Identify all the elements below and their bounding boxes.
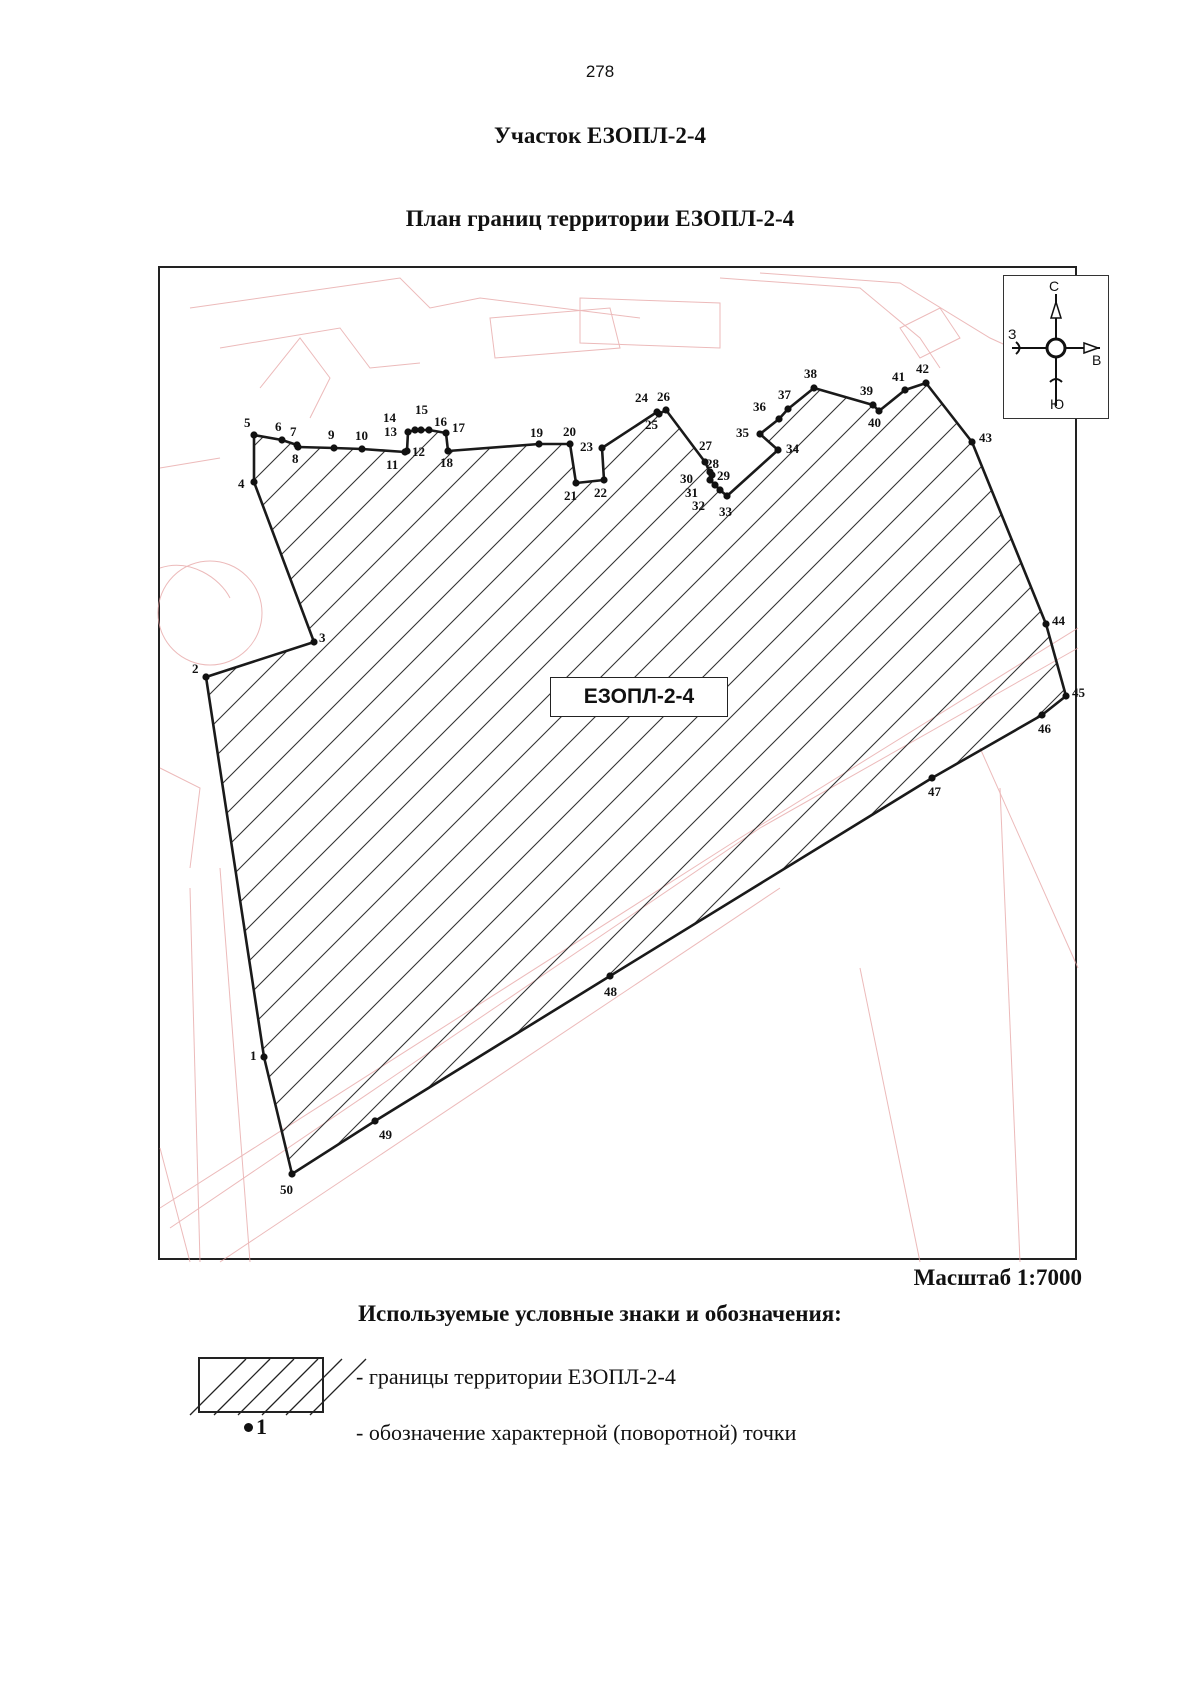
- boundary-point-2: [202, 673, 209, 680]
- boundary-point-43: [968, 438, 975, 445]
- map-frame: [158, 266, 1085, 1260]
- legend-title: Используемые условные знаки и обозначения:: [358, 1301, 842, 1326]
- boundary-point-label-6: 6: [275, 419, 282, 434]
- boundary-point-9: [330, 444, 337, 451]
- boundary-point-3: [310, 638, 317, 645]
- boundary-point-label-44: 44: [1052, 613, 1065, 628]
- boundary-point-label-3: 3: [319, 630, 326, 645]
- compass-west-label: З: [1008, 326, 1017, 342]
- boundary-point-label-2: 2: [192, 661, 199, 676]
- boundary-point-label-16: 16: [434, 414, 447, 429]
- boundary-point-label-17: 17: [452, 420, 465, 435]
- boundary-point-label-31: 31: [685, 485, 698, 500]
- boundary-point-45: [1062, 692, 1069, 699]
- boundary-point-21: [572, 479, 579, 486]
- boundary-point-26: [662, 406, 669, 413]
- boundary-point-label-36: 36: [753, 399, 766, 414]
- boundary-point-label-21: 21: [564, 488, 577, 503]
- boundary-point-label-7: 7: [290, 424, 297, 439]
- boundary-point-label-39: 39: [860, 383, 873, 398]
- boundary-point-41: [901, 386, 908, 393]
- boundary-point-label-50: 50: [280, 1182, 293, 1197]
- boundary-point-label-45: 45: [1072, 685, 1085, 700]
- boundary-point-50: [288, 1170, 295, 1177]
- boundary-point-label-11: 11: [386, 457, 399, 472]
- boundary-point-4: [250, 478, 257, 485]
- boundary-point-label-14: 14: [383, 410, 396, 425]
- boundary-point-label-4: 4: [238, 476, 245, 491]
- boundary-point-label-48: 48: [604, 984, 617, 999]
- hatched-area-icon: [198, 1357, 324, 1413]
- boundary-point-label-25: 25: [645, 417, 658, 432]
- boundary-point-label-10: 10: [355, 428, 368, 443]
- compass-rose: [1003, 275, 1109, 419]
- legend-item-area: - границы территории ЕЗОПЛ-2-4: [356, 1364, 676, 1389]
- boundary-point-38: [810, 384, 817, 391]
- boundary-point-label-33: 33: [719, 504, 732, 519]
- boundary-point-label-46: 46: [1038, 721, 1051, 736]
- boundary-point-label-9: 9: [328, 427, 335, 442]
- boundary-point-label-30: 30: [680, 471, 693, 486]
- boundary-point-label-13: 13: [384, 424, 397, 439]
- boundary-point-16: [425, 426, 432, 433]
- boundary-point-label-20: 20: [563, 424, 576, 439]
- page-title: Участок ЕЗОПЛ-2-4: [493, 123, 707, 148]
- boundary-point-13: [404, 428, 411, 435]
- boundary-point-39: [869, 401, 876, 408]
- boundary-point-label-12: 12: [412, 444, 425, 459]
- boundary-point-label-35: 35: [736, 425, 749, 440]
- boundary-point-10: [358, 445, 365, 452]
- compass-south-label: Ю: [1050, 396, 1065, 412]
- boundary-point-label-19: 19: [530, 425, 543, 440]
- boundary-point-36: [775, 415, 782, 422]
- boundary-point-label-29: 29: [717, 468, 730, 483]
- boundary-point-label-27: 27: [699, 438, 712, 453]
- boundary-point-48: [606, 972, 613, 979]
- legend-point-sample: 1: [256, 1414, 267, 1439]
- boundary-point-37: [784, 405, 791, 412]
- boundary-point-6: [278, 436, 285, 443]
- legend-item-point: - обозначение характерной (поворотной) точки: [356, 1420, 797, 1445]
- boundary-point-49: [371, 1117, 378, 1124]
- boundary-point-12: [403, 447, 410, 454]
- boundary-point-46: [1038, 711, 1045, 718]
- boundary-point-20: [566, 440, 573, 447]
- boundary-point-23: [598, 444, 605, 451]
- compass-east-label: В: [1092, 352, 1102, 368]
- boundary-point-42: [922, 379, 929, 386]
- boundary-point-label-22: 22: [594, 485, 607, 500]
- boundary-point-label-15: 15: [415, 402, 428, 417]
- area-label: ЕЗОПЛ-2-4: [550, 677, 728, 717]
- boundary-point-32: [716, 486, 723, 493]
- boundary-point-label-41: 41: [892, 369, 905, 384]
- boundary-point-label-24: 24: [635, 390, 648, 405]
- boundary-point-1: [260, 1053, 267, 1060]
- boundary-point-label-18: 18: [440, 455, 453, 470]
- boundary-point-22: [600, 476, 607, 483]
- boundary-point-label-8: 8: [292, 451, 299, 466]
- boundary-point-label-38: 38: [804, 366, 817, 381]
- boundary-point-label-26: 26: [657, 389, 670, 404]
- boundary-point-19: [535, 440, 542, 447]
- boundary-point-44: [1042, 620, 1049, 627]
- boundary-point-15: [417, 426, 424, 433]
- boundary-point-33: [723, 492, 730, 499]
- territory-hatch: [206, 383, 1066, 1174]
- page-number: 278: [585, 62, 615, 81]
- boundary-point-5: [250, 431, 257, 438]
- boundary-point-17: [442, 429, 449, 436]
- map-subtitle: План границ территории ЕЗОПЛ-2-4: [405, 206, 795, 231]
- boundary-point-18: [444, 447, 451, 454]
- boundary-point-label-49: 49: [379, 1127, 392, 1142]
- scale-label: Масштаб 1:7000: [913, 1265, 1082, 1290]
- boundary-point-label-40: 40: [868, 415, 881, 430]
- boundary-point-label-37: 37: [778, 387, 791, 402]
- territory-map: [160, 268, 1085, 1262]
- boundary-point-label-42: 42: [916, 361, 929, 376]
- boundary-point-40: [875, 407, 882, 414]
- boundary-point-label-23: 23: [580, 439, 593, 454]
- boundary-point-label-47: 47: [928, 784, 941, 799]
- boundary-point-35: [756, 430, 763, 437]
- boundary-point-label-34: 34: [786, 441, 799, 456]
- compass-north-label: С: [1049, 278, 1060, 294]
- boundary-point-34: [774, 446, 781, 453]
- boundary-point-icon: [244, 1414, 267, 1440]
- boundary-point-8: [294, 443, 301, 450]
- boundary-point-label-32: 32: [692, 498, 705, 513]
- boundary-point-label-1: 1: [250, 1048, 257, 1063]
- boundary-point-label-43: 43: [979, 430, 992, 445]
- boundary-point-47: [928, 774, 935, 781]
- boundary-point-label-5: 5: [244, 415, 251, 430]
- boundary-point-label-28: 28: [706, 456, 719, 471]
